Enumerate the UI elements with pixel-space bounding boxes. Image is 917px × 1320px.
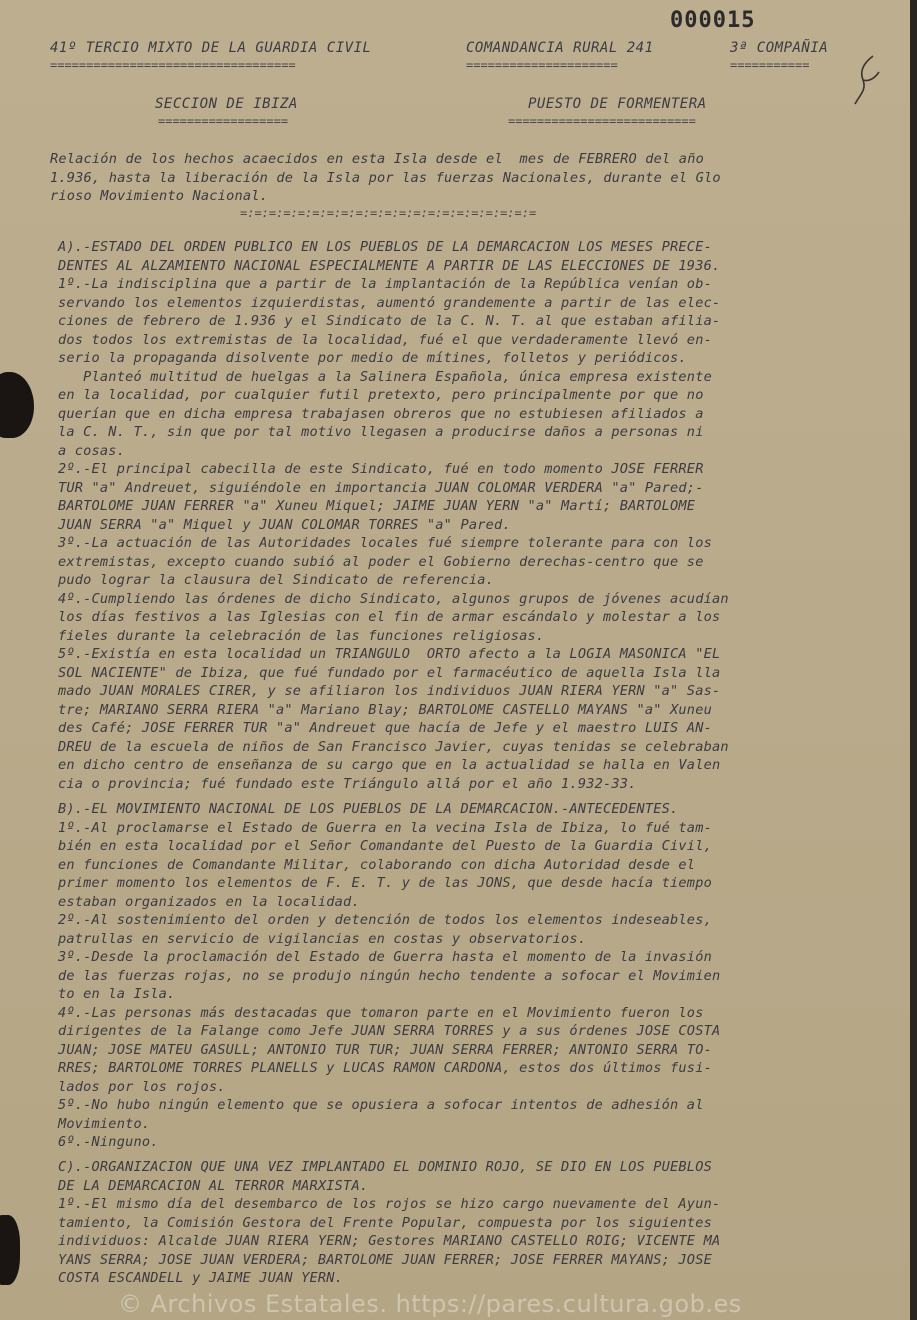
- section-a-line: fieles durante la celebración de las funciones religiosas.: [58, 627, 545, 644]
- header-compania: 3ª COMPAÑIA: [730, 40, 829, 56]
- section-b-line: bién en esta localidad por el Señor Comandante del Puesto de la Guardia Civil,: [58, 838, 712, 854]
- archive-watermark: © Archivos Estatales. https://pares.cultura.gob.es: [118, 1290, 742, 1318]
- section-b-line: primer momento los elementos de F. E. T. y de las JONS, que desde hacía tiempo: [58, 875, 712, 891]
- section-a-line: 1º.-La indisciplina que a partir de la implantación de la República venían ob-: [58, 276, 712, 292]
- section-c-line: individuos: Alcalde JUAN RIERA YERN; Gestores MARIANO CASTELLO ROIG; VICENTE MA: [58, 1233, 721, 1249]
- section-a-line: ciones de febrero de 1.936 y el Sindicato de la C. N. T. al que estaban afilia-: [58, 313, 721, 329]
- section-a-line: tre; MARIANO SERRA RIERA "a" Mariano Blay; BARTOLOME CASTELLO MAYANS "a" Xuneu: [58, 701, 712, 718]
- section-b-line: 3º.-Desde la proclamación del Estado de Guerra hasta el momento de la invasión: [58, 949, 712, 965]
- section-b-line: 5º.-No hubo ningún elemento que se opusiera a sofocar intentos de adhesión al: [58, 1097, 704, 1113]
- section-b-line: dirigentes de la Falange como Jefe JUAN SERRA TORRES y a sus órdenes JOSE COSTA: [58, 1023, 721, 1039]
- section-a-line: querían que en dicha empresa trabajasen obreros que no estubiesen afiliados a: [58, 405, 704, 422]
- paper-edge-shadow: [910, 0, 917, 1320]
- section-a: [58, 238, 908, 793]
- section-a-line: dos todos los extremistas de la localidad, fué el que verdaderamente llevó en-: [58, 331, 712, 348]
- section-c-line: DE LA DEMARCACION AL TERROR MARXISTA.: [58, 1177, 369, 1194]
- section-a-line: pudo lograr la clausura del Sindicato de referencia.: [58, 572, 494, 588]
- document-number-stamp: 000015: [670, 8, 756, 33]
- section-b-line: patrullas en servicio de vigilancias en costas y observatorios.: [58, 930, 587, 947]
- section-b-line: de las fuerzas rojas, no se produjo ningún hecho tendente a sofocar el Movimien: [58, 967, 721, 984]
- header-rule-right: ===========: [730, 58, 810, 72]
- section-b-line: JUAN; JOSE MATEU GASULL; ANTONIO TUR TUR; JUAN SERRA FERRER; ANTONIO SERRA TO-: [58, 1041, 712, 1058]
- section-a-line: 5º.-Existía en esta localidad un TRIANGULO ORTO afecto a la LOGIA MASONICA "EL: [58, 646, 721, 662]
- intro-line: rioso Movimiento Nacional.: [50, 188, 268, 204]
- section-a-line: SOL NACIENTE" de Ibiza, que fué fundado por el farmacéutico de aquella Isla lla: [58, 664, 721, 681]
- section-b-line: B).-EL MOVIMIENTO NACIONAL DE LOS PUEBLOS DE LA DEMARCACION.-ANTECEDENTES.: [58, 801, 679, 817]
- section-b-line: 6º.-Ninguno.: [58, 1134, 159, 1150]
- handwritten-mark: [845, 52, 885, 112]
- subheader-puesto: PUESTO DE FORMENTERA: [528, 96, 707, 112]
- section-b-line: to en la Isla.: [58, 986, 176, 1002]
- section-a-line: la C. N. T., sin que por tal motivo llegasen a producirse daños a personas ni: [58, 424, 704, 440]
- section-a-line: cia o provincia; fué fundado este Triángulo allá por el año 1.932-33.: [58, 775, 637, 792]
- section-b-line: 1º.-Al proclamarse el Estado de Guerra en la vecina Isla de Ibiza, lo fué tam-: [58, 819, 712, 836]
- section-a-line: A).-ESTADO DEL ORDEN PUBLICO EN LOS PUEBLOS DE LA DEMARCACION LOS MESES PRECE-: [58, 239, 712, 255]
- section-a-line: 3º.-La actuación de las Autoridades locales fué siempre tolerante para con los: [58, 535, 712, 551]
- section-b-line: lados por los rojos.: [58, 1078, 226, 1095]
- header-comandancia: COMANDANCIA RURAL 241: [466, 40, 654, 56]
- section-b-line: 2º.-Al sostenimiento del orden y detención de todos los elementos indeseables,: [58, 912, 712, 928]
- punch-hole-bottom: [0, 1215, 20, 1285]
- section-b-line: Movimiento.: [58, 1115, 151, 1132]
- section-a-line: 2º.-El principal cabecilla de este Sindicato, fué en todo momento JOSE FERRER: [58, 461, 704, 477]
- section-b-line: RRES; BARTOLOME TORRES PLANELLS y LUCAS RAMON CARDONA, estos dos últimos fusi-: [58, 1060, 712, 1076]
- intro-paragraph: [50, 150, 900, 206]
- section-a-line: mado JUAN MORALES CIRER, y se afiliaron los individuos JUAN RIERA YERN "a" Sas-: [58, 683, 721, 699]
- section-a-line: los días festivos a las Iglesias con el fin de armar escándalo y molestar a los: [58, 609, 721, 625]
- section-b-line: estaban organizados en la localidad.: [58, 893, 360, 910]
- section-a-line: serio la propaganda disolvente por medio de mítines, folletos y periódicos.: [58, 350, 687, 366]
- section-a-line: 4º.-Cumpliendo las órdenes de dicho Sindicato, algunos grupos de jóvenes acudían: [58, 590, 729, 607]
- section-a-line: JUAN SERRA "a" Miquel y JUAN COLOMAR TORRES "a" Pared.: [58, 516, 511, 533]
- section-c-line: COSTA ESCANDELL y JAIME JUAN YERN.: [58, 1270, 344, 1286]
- section-a-line: DENTES AL ALZAMIENTO NACIONAL ESPECIALMENTE A PARTIR DE LAS ELECCIONES DE 1936.: [58, 257, 721, 274]
- section-c-line: tamiento, la Comisión Gestora del Frente Popular, compuesta por los siguientes: [58, 1214, 712, 1231]
- section-b-line: en funciones de Comandante Militar, colaborando con dicha Autoridad desde el: [58, 856, 696, 873]
- intro-line: Relación de los hechos acaecidos en esta Isla desde el mes de FEBRERO del año: [50, 151, 704, 167]
- subheader-seccion: SECCION DE IBIZA: [155, 96, 298, 112]
- subheader-rule-left: ==================: [158, 114, 289, 128]
- section-c-line: 1º.-El mismo día del desembarco de los rojos se hizo cargo nuevamente del Ayun-: [58, 1196, 721, 1212]
- section-a-line: BARTOLOME JUAN FERRER "a" Xuneu Miquel; JAIME JUAN YERN "a" Martí; BARTOLOME: [58, 498, 696, 514]
- header-rule-left: ==================================: [50, 58, 296, 72]
- header-rule-center: =====================: [466, 58, 618, 72]
- section-a-line: en la localidad, por cualquier futil pretexto, pero principalmente por que no: [58, 387, 704, 403]
- intro-rule: =:=:=:=:=:=:=:=:=:=:=:=:=:=:=:=:=:=:=:=:=: [240, 206, 537, 220]
- intro-line: 1.936, hasta la liberación de la Isla por las fuerzas Nacionales, durante el Glo: [50, 169, 721, 186]
- section-a-line: a cosas.: [58, 442, 126, 459]
- section-c-line: C).-ORGANIZACION QUE UNA VEZ IMPLANTADO EL DOMINIO ROJO, SE DIO EN LOS PUEBLOS: [58, 1159, 712, 1175]
- section-a-line: en dicho centro de enseñanza de su cargo que en la actualidad se halla en Valen: [58, 757, 721, 773]
- section-c: [58, 1158, 908, 1288]
- section-a-line: servando los elementos izquierdistas, aumentó grandemente a partir de las elec-: [58, 294, 721, 311]
- section-b-line: 4º.-Las personas más destacadas que tomaron parte en el Movimiento fueron los: [58, 1004, 704, 1021]
- section-b: [58, 800, 908, 1152]
- section-a-line: des Café; JOSE FERRER TUR "a" Andreuet que hacía de Jefe y el maestro LUIS AN-: [58, 720, 712, 736]
- section-a-line: TUR "a" Andreuet, siguiéndole en importancia JUAN COLOMAR VERDERA "a" Pared;-: [58, 479, 704, 496]
- section-c-line: YANS SERRA; JOSE JUAN VERDERA; BARTOLOME JUAN FERRER; JOSE FERRER MAYANS; JOSE: [58, 1251, 712, 1268]
- subheader-rule-right: ==========================: [508, 114, 696, 128]
- section-a-line: extremistas, excepto cuando subió al poder el Gobierno derechas-centro que se: [58, 553, 704, 570]
- section-a-line: Planteó multitud de huelgas a la Salinera Española, única empresa existente: [58, 368, 712, 385]
- punch-hole-top: [0, 372, 34, 438]
- section-a-line: DREU de la escuela de niños de San Francisco Javier, cuyas tenidas se celebraban: [58, 738, 729, 755]
- header-unit: 41º TERCIO MIXTO DE LA GUARDIA CIVIL: [50, 40, 372, 56]
